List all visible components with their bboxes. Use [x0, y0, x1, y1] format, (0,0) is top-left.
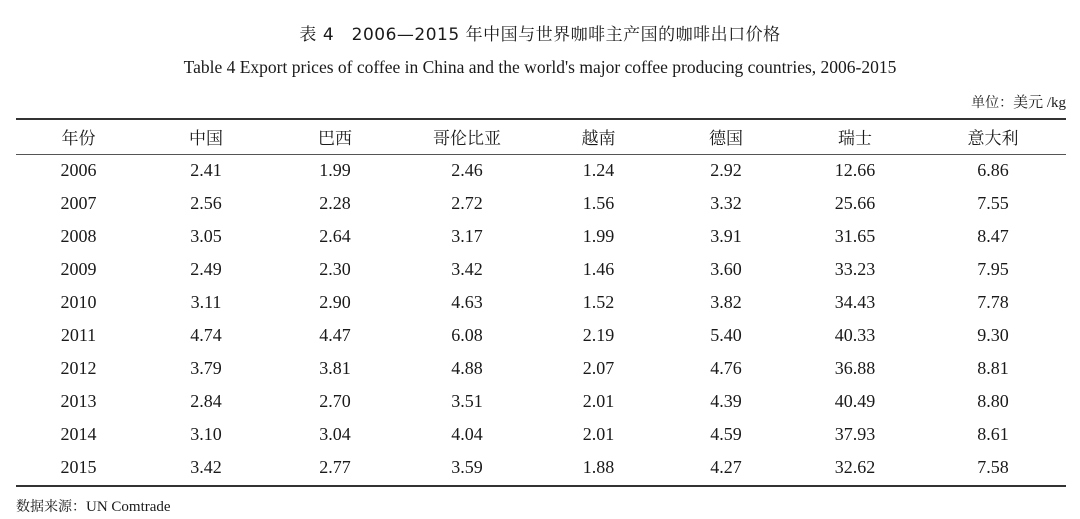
column-header: 瑞士: [838, 129, 872, 149]
price-cell: 4.39: [710, 391, 742, 411]
table-row: [16, 253, 1066, 286]
price-cell: 4.59: [710, 424, 742, 444]
table-bottom-rule: [16, 485, 1066, 487]
column-header: 巴西: [318, 129, 352, 149]
price-cell: 9.30: [977, 325, 1009, 345]
price-cell: 33.23: [834, 259, 876, 279]
export-price-table: [16, 119, 1066, 484]
price-cell: 2.01: [582, 424, 615, 444]
price-cell: 6.08: [451, 325, 483, 345]
year-cell: 2006: [60, 160, 97, 180]
price-cell: 3.32: [710, 193, 742, 213]
price-cell: 3.11: [190, 292, 222, 312]
table-row: [16, 154, 1066, 187]
price-cell: 4.88: [451, 358, 483, 378]
price-cell: 4.63: [451, 292, 483, 312]
column-header: 哥伦比亚: [433, 129, 501, 149]
price-cell: 2.92: [710, 160, 742, 180]
unit-note: [971, 91, 1066, 112]
price-cell: 3.79: [190, 358, 222, 378]
column-header: 年份: [61, 129, 96, 149]
price-cell: 2.84: [190, 391, 222, 411]
table-row: [16, 319, 1066, 352]
price-cell: 3.42: [190, 457, 222, 477]
price-cell: 4.74: [190, 325, 222, 345]
source-value: UN Comtrade: [86, 499, 171, 515]
year-cell: 2010: [60, 292, 97, 312]
year-cell: 2009: [60, 259, 97, 279]
price-cell: 4.47: [319, 325, 351, 345]
price-cell: 2.72: [451, 193, 483, 213]
price-cell: 2.30: [319, 259, 351, 279]
price-cell: 1.56: [582, 193, 615, 213]
price-cell: 40.33: [834, 325, 876, 345]
year-cell: 2011: [60, 325, 97, 345]
source-label: 数据来源：: [16, 499, 86, 515]
price-cell: 37.93: [834, 424, 876, 444]
year-cell: 2015: [60, 457, 97, 477]
price-cell: 2.28: [319, 193, 351, 213]
unit-label: 单位：: [971, 95, 1014, 111]
price-cell: 3.51: [451, 391, 483, 411]
column-header: 意大利: [967, 129, 1019, 149]
price-cell: 1.24: [582, 160, 615, 180]
table-body: [16, 154, 1066, 484]
price-cell: 5.40: [710, 325, 742, 345]
table-row: [16, 352, 1066, 385]
price-cell: 8.61: [977, 424, 1009, 444]
price-cell: 36.88: [834, 358, 876, 378]
price-cell: 3.10: [190, 424, 222, 444]
price-cell: 40.49: [834, 391, 876, 411]
price-cell: 2.70: [319, 391, 351, 411]
price-cell: 8.81: [977, 358, 1009, 378]
price-cell: 3.04: [319, 424, 351, 444]
price-cell: 8.80: [977, 391, 1009, 411]
price-cell: 4.76: [710, 358, 742, 378]
price-cell: 2.56: [190, 193, 222, 213]
table-row: [16, 385, 1066, 418]
table-title-english: Table 4 Export prices of coffee in China and the world's major coffee producing countries, 2006-2015: [183, 57, 897, 77]
column-header: 越南: [581, 129, 616, 149]
price-cell: 2.07: [582, 358, 615, 378]
table-row: [16, 418, 1066, 451]
price-cell: 31.65: [834, 226, 876, 246]
year-cell: 2014: [60, 424, 97, 444]
year-cell: 2008: [60, 226, 97, 246]
price-cell: 7.95: [977, 259, 1009, 279]
price-cell: 32.62: [834, 457, 876, 477]
price-cell: 3.17: [451, 226, 483, 246]
price-cell: 1.46: [582, 259, 615, 279]
price-cell: 3.91: [710, 226, 742, 246]
year-cell: 2012: [60, 358, 97, 378]
price-cell: 3.05: [190, 226, 222, 246]
year-cell: 2013: [60, 391, 97, 411]
table-row: [16, 220, 1066, 253]
price-cell: 3.81: [319, 358, 351, 378]
price-cell: 3.60: [710, 259, 742, 279]
year-cell: 2007: [60, 193, 97, 213]
data-source-note: [16, 496, 171, 516]
price-cell: 2.19: [582, 325, 615, 345]
price-cell: 12.66: [834, 160, 876, 180]
price-cell: 8.47: [977, 226, 1009, 246]
price-cell: 3.42: [451, 259, 483, 279]
price-cell: 2.90: [319, 292, 351, 312]
price-cell: 7.55: [977, 193, 1009, 213]
price-cell: 1.99: [319, 160, 351, 180]
column-header: 德国: [709, 129, 743, 149]
column-header: 中国: [189, 129, 223, 149]
table-row: [16, 187, 1066, 220]
price-cell: 1.52: [582, 292, 615, 312]
price-cell: 4.04: [451, 424, 483, 444]
price-cell: 1.99: [582, 226, 615, 246]
price-cell: 2.46: [451, 160, 483, 180]
unit-value: 美元 /kg: [1013, 95, 1066, 111]
price-cell: 2.64: [319, 226, 351, 246]
price-cell: 3.59: [451, 457, 483, 477]
price-cell: 2.41: [190, 160, 222, 180]
price-cell: 7.78: [977, 292, 1009, 312]
price-cell: 4.27: [710, 457, 742, 477]
price-cell: 2.01: [582, 391, 615, 411]
table-row: [16, 286, 1066, 319]
price-cell: 6.86: [977, 160, 1009, 180]
table-title-chinese: 表 4 2006—2015 年中国与世界咖啡主产国的咖啡出口价格: [299, 25, 781, 45]
price-cell: 25.66: [834, 193, 876, 213]
price-cell: 1.88: [582, 457, 615, 477]
price-cell: 3.82: [710, 292, 742, 312]
price-cell: 2.49: [190, 259, 222, 279]
price-cell: 2.77: [319, 457, 351, 477]
price-cell: 7.58: [977, 457, 1009, 477]
table-header-row: [16, 119, 1066, 154]
price-cell: 34.43: [834, 292, 876, 312]
table-row: [16, 451, 1066, 484]
